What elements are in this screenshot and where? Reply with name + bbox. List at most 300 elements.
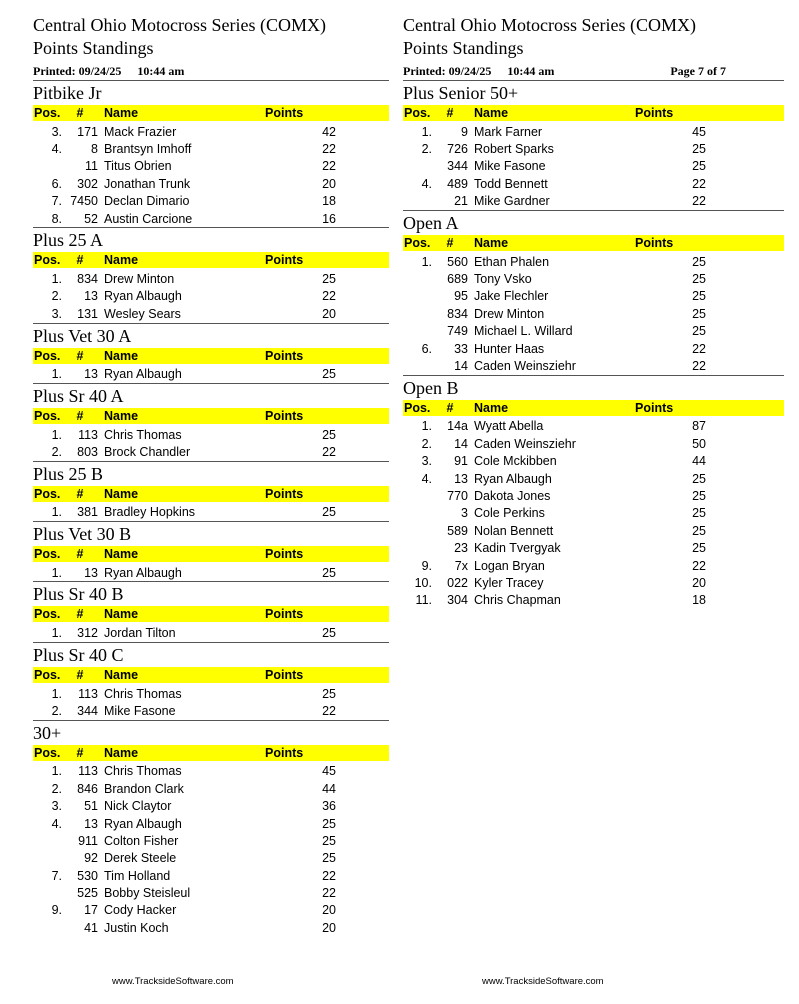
table-row — [33, 702, 389, 719]
header-name: Name — [104, 253, 139, 268]
class-title: Open B — [403, 377, 459, 398]
header-number: # — [76, 486, 84, 501]
rider-position: 4. — [51, 142, 62, 157]
rider-number: 489 — [447, 176, 468, 191]
rider-number: 7450 — [70, 194, 98, 209]
rider-name: Mark Farner — [474, 124, 543, 139]
rider-name: Jordan Tilton — [104, 626, 176, 641]
rider-number: 530 — [77, 868, 98, 883]
table-row — [33, 193, 389, 210]
printed-time: 10:44 am — [137, 64, 185, 78]
rider-name: Titus Obrien — [104, 159, 172, 174]
rider-name: Dakota Jones — [474, 488, 551, 503]
header-points: Points — [265, 106, 304, 120]
rider-position: 6. — [51, 176, 62, 191]
header-name: Name — [104, 408, 139, 423]
rider-number: 14 — [454, 436, 468, 451]
header-name: Name — [474, 235, 509, 250]
rider-number: 3 — [461, 506, 468, 521]
rider-name: Ryan Albaugh — [474, 471, 552, 486]
table-header — [33, 252, 389, 268]
rider-name: Derek Steele — [104, 851, 177, 866]
header-points: Points — [265, 253, 304, 268]
table-row — [403, 270, 784, 287]
rider-points: 18 — [322, 194, 336, 209]
header-number: # — [446, 400, 454, 415]
header-name: Name — [474, 400, 509, 415]
rider-name: Caden Weinsziehr — [474, 436, 576, 451]
footer-url: www.TracksideSoftware.com — [482, 976, 604, 987]
rider-points: 45 — [692, 124, 706, 139]
rider-number: 17 — [84, 903, 98, 918]
class-section — [403, 375, 784, 609]
rider-number: 13 — [84, 289, 98, 304]
rider-points: 45 — [322, 764, 336, 779]
class-title: Pitbike Jr — [33, 83, 102, 103]
rider-points: 25 — [692, 289, 706, 304]
table-header — [33, 745, 389, 761]
table-row — [33, 175, 389, 192]
rider-number: 525 — [77, 886, 98, 901]
rider-points: 25 — [322, 851, 336, 866]
class-title: Plus Vet 30 B — [33, 524, 132, 545]
header-pos: Pos. — [34, 667, 61, 682]
rider-points: 20 — [322, 920, 336, 935]
table-row — [33, 884, 389, 901]
rider-position: 1. — [51, 367, 62, 382]
class-section — [33, 80, 389, 227]
rider-name: Kadin Tvergyak — [474, 541, 561, 556]
rider-number: 803 — [77, 444, 98, 459]
rider-name: Chris Thomas — [104, 764, 182, 779]
class-section — [33, 227, 389, 322]
rider-name: Cody Hacker — [104, 903, 177, 918]
header-number: # — [76, 348, 84, 363]
rider-points: 42 — [322, 124, 336, 139]
class-title: Plus Sr 40 B — [33, 584, 124, 605]
rider-points: 22 — [692, 358, 706, 373]
class-title: 30+ — [33, 722, 62, 743]
rider-number: 834 — [77, 272, 98, 287]
class-section — [33, 720, 389, 937]
table-row — [403, 539, 784, 556]
header-number: # — [76, 106, 84, 120]
rider-name: Robert Sparks — [474, 142, 554, 157]
rider-number: 23 — [454, 541, 468, 556]
header-name: Name — [104, 486, 139, 501]
header-name: Name — [104, 607, 139, 622]
rider-position: 7. — [51, 868, 62, 883]
rider-position: 4. — [421, 471, 432, 486]
header-pos: Pos. — [34, 253, 61, 268]
table-row — [403, 288, 784, 305]
page-number: Page 7 of 7 — [670, 64, 726, 78]
header-number: # — [76, 408, 84, 423]
rider-position: 1. — [51, 565, 62, 580]
table-row — [403, 323, 784, 340]
table-row — [33, 919, 389, 936]
rider-points: 22 — [692, 176, 706, 191]
rider-number: 14 — [454, 358, 468, 373]
header-pos: Pos. — [404, 106, 431, 120]
rider-number: 91 — [454, 454, 468, 469]
rider-name: Jonathan Trunk — [104, 176, 191, 191]
header-pos: Pos. — [404, 235, 431, 250]
table-row — [403, 487, 784, 504]
rider-name: Caden Weinsziehr — [474, 358, 576, 373]
rider-points: 25 — [692, 488, 706, 503]
rider-number: 92 — [84, 851, 98, 866]
printed-line — [403, 62, 784, 80]
rider-name: Chris Thomas — [104, 686, 182, 701]
header-name: Name — [104, 745, 139, 760]
rider-points: 22 — [322, 886, 336, 901]
rider-number: 41 — [84, 920, 98, 935]
printed-line — [33, 62, 389, 80]
header-points: Points — [635, 235, 674, 250]
rider-name: Logan Bryan — [474, 558, 545, 573]
rider-points: 20 — [322, 176, 336, 191]
rider-number: 113 — [78, 427, 98, 442]
rider-name: Todd Bennett — [474, 176, 548, 191]
class-section — [403, 80, 784, 210]
rider-name: Mike Gardner — [474, 194, 550, 209]
class-list — [33, 80, 389, 937]
rider-position: 1. — [421, 419, 432, 434]
rider-name: Brantsyn Imhoff — [104, 142, 192, 157]
header-number: # — [76, 607, 84, 622]
rider-position: 2. — [51, 703, 62, 718]
rider-name: Michael L. Willard — [474, 324, 573, 339]
rider-name: Bobby Steisleul — [104, 886, 191, 901]
rider-number: 022 — [447, 575, 468, 590]
rider-points: 22 — [322, 444, 336, 459]
rider-points: 25 — [322, 367, 336, 382]
header-points: Points — [265, 607, 304, 622]
rider-number: 52 — [84, 211, 98, 226]
rider-points: 16 — [322, 211, 336, 226]
class-section — [33, 581, 389, 641]
rider-position: 2. — [421, 142, 432, 157]
rider-points: 44 — [692, 454, 706, 469]
rider-name: Wyatt Abella — [474, 419, 544, 434]
table-row — [33, 366, 389, 383]
rider-points: 25 — [692, 254, 706, 269]
rider-points: 25 — [692, 506, 706, 521]
header-name: Name — [104, 547, 139, 562]
rider-name: Brock Chandler — [104, 444, 191, 459]
header-pos: Pos. — [34, 547, 61, 562]
table-row — [403, 140, 784, 157]
table-row — [403, 470, 784, 487]
rider-name: Ryan Albaugh — [104, 367, 182, 382]
printed-time: 10:44 am — [507, 64, 555, 78]
header-number: # — [76, 667, 84, 682]
class-section — [403, 210, 784, 375]
header-points: Points — [635, 106, 674, 120]
rider-name: Cole Mckibben — [474, 454, 557, 469]
header-pos: Pos. — [404, 400, 431, 415]
table-row — [33, 763, 389, 780]
table-row — [403, 435, 784, 452]
table-row — [403, 175, 784, 192]
rider-position: 1. — [421, 124, 432, 139]
table-row — [403, 452, 784, 469]
rider-points: 20 — [692, 575, 706, 590]
rider-points: 25 — [322, 626, 336, 641]
table-header — [33, 105, 389, 121]
report-subtitle: Points Standings — [403, 38, 524, 58]
right-column — [403, 14, 784, 609]
table-row — [33, 140, 389, 157]
rider-name: Drew Minton — [474, 306, 545, 321]
rider-name: Ryan Albaugh — [104, 565, 182, 580]
rider-name: Justin Koch — [104, 920, 169, 935]
rider-number: 589 — [447, 523, 468, 538]
header-pos: Pos. — [34, 607, 61, 622]
rider-name: Chris Chapman — [474, 593, 561, 608]
rider-number: 9 — [461, 124, 468, 139]
table-row — [33, 288, 389, 305]
table-row — [33, 624, 389, 641]
report-title: Central Ohio Motocross Series (COMX) — [33, 15, 326, 35]
rider-name: Brandon Clark — [104, 781, 184, 796]
rider-position: 1. — [51, 626, 62, 641]
rider-number: 13 — [84, 816, 98, 831]
rider-number: 846 — [77, 781, 98, 796]
report-title: Central Ohio Motocross Series (COMX) — [403, 15, 696, 35]
table-row — [33, 815, 389, 832]
rider-name: Chris Thomas — [104, 427, 182, 442]
rider-number: 770 — [447, 488, 468, 503]
table-header — [403, 105, 784, 121]
rider-number: 834 — [447, 306, 468, 321]
rider-points: 25 — [322, 686, 336, 701]
rider-points: 25 — [692, 324, 706, 339]
rider-position: 4. — [51, 816, 62, 831]
rider-points: 18 — [692, 593, 706, 608]
report-subtitle: Points Standings — [33, 38, 154, 58]
table-header — [33, 348, 389, 364]
rider-position: 1. — [51, 427, 62, 442]
rider-number: 14a — [447, 419, 468, 434]
rider-points: 25 — [322, 427, 336, 442]
rider-position: 3. — [51, 306, 62, 321]
rider-points: 20 — [322, 306, 336, 321]
rider-name: Mike Fasone — [104, 703, 176, 718]
rider-points: 25 — [322, 833, 336, 848]
rider-number: 689 — [447, 272, 468, 287]
header-number: # — [76, 253, 84, 268]
rider-number: 21 — [454, 194, 468, 209]
table-row — [33, 443, 389, 460]
table-header — [33, 408, 389, 424]
rider-points: 25 — [322, 565, 336, 580]
rider-name: Cole Perkins — [474, 506, 545, 521]
rider-number: 749 — [447, 324, 468, 339]
table-row — [403, 574, 784, 591]
header-number: # — [446, 106, 454, 120]
rider-name: Austin Carcione — [104, 211, 193, 226]
printed-date: Printed: 09/24/25 — [33, 64, 122, 78]
rider-position: 1. — [51, 764, 62, 779]
rider-points: 22 — [692, 341, 706, 356]
class-section — [33, 642, 389, 720]
rider-number: 7x — [454, 558, 468, 573]
header-pos: Pos. — [34, 486, 61, 501]
rider-position: 4. — [421, 176, 432, 191]
rider-number: 381 — [77, 505, 98, 520]
rider-number: 113 — [78, 686, 98, 701]
rider-position: 6. — [421, 341, 432, 356]
header-points: Points — [265, 486, 304, 501]
rider-number: 304 — [447, 593, 468, 608]
table-row — [33, 685, 389, 702]
rider-name: Ethan Phalen — [474, 254, 550, 269]
rider-name: Bradley Hopkins — [104, 505, 196, 520]
rider-position: 8. — [51, 211, 62, 226]
rider-position: 1. — [51, 686, 62, 701]
header-points: Points — [265, 547, 304, 562]
rider-number: 171 — [77, 124, 98, 139]
header-points: Points — [265, 408, 304, 423]
table-row — [33, 832, 389, 849]
table-row — [403, 418, 784, 435]
table-header — [403, 400, 784, 416]
rider-name: Hunter Haas — [474, 341, 545, 356]
rider-name: Tim Holland — [104, 868, 171, 883]
class-title: Plus Senior 50+ — [403, 83, 519, 103]
table-row — [33, 797, 389, 814]
rider-number: 302 — [77, 176, 98, 191]
table-row — [33, 123, 389, 140]
rider-number: 33 — [454, 341, 468, 356]
rider-name: Nick Claytor — [104, 799, 172, 814]
rider-name: Tony Vsko — [474, 272, 532, 287]
rider-position: 9. — [421, 558, 432, 573]
rider-points: 25 — [692, 159, 706, 174]
table-header — [33, 486, 389, 502]
table-row — [33, 210, 389, 227]
rider-number: 11 — [85, 159, 98, 174]
printed-date: Printed: 09/24/25 — [403, 64, 492, 78]
rider-number: 8 — [91, 142, 98, 157]
table-row — [33, 504, 389, 521]
table-header — [33, 667, 389, 683]
table-header — [33, 546, 389, 562]
rider-points: 25 — [322, 272, 336, 287]
rider-number: 911 — [78, 833, 98, 848]
header-points: Points — [265, 745, 304, 760]
table-row — [403, 305, 784, 322]
table-row — [33, 867, 389, 884]
rider-name: Wesley Sears — [104, 306, 181, 321]
table-row — [33, 270, 389, 287]
class-title: Open A — [403, 212, 459, 233]
table-row — [403, 340, 784, 357]
header-points: Points — [265, 667, 304, 682]
rider-name: Colton Fisher — [104, 833, 179, 848]
rider-points: 50 — [692, 436, 706, 451]
rider-number: 344 — [77, 703, 98, 718]
rider-name: Mack Frazier — [104, 124, 177, 139]
rider-position: 3. — [421, 454, 432, 469]
header-pos: Pos. — [34, 408, 61, 423]
rider-points: 44 — [322, 781, 336, 796]
class-list — [403, 80, 784, 609]
table-row — [33, 426, 389, 443]
rider-points: 25 — [692, 272, 706, 287]
header-pos: Pos. — [34, 106, 61, 120]
rider-name: Kyler Tracey — [474, 575, 544, 590]
rider-number: 560 — [447, 254, 468, 269]
rider-points: 22 — [692, 558, 706, 573]
header-number: # — [76, 745, 84, 760]
rider-name: Drew Minton — [104, 272, 175, 287]
table-row — [403, 522, 784, 539]
rider-name: Jake Flechler — [474, 289, 549, 304]
rider-position: 1. — [51, 505, 62, 520]
table-row — [403, 557, 784, 574]
rider-number: 13 — [454, 471, 468, 486]
rider-points: 25 — [692, 523, 706, 538]
rider-number: 51 — [84, 799, 98, 814]
rider-name: Ryan Albaugh — [104, 816, 182, 831]
rider-position: 3. — [51, 799, 62, 814]
table-header — [33, 606, 389, 622]
header-number: # — [446, 235, 454, 250]
table-row — [403, 592, 784, 609]
rider-position: 1. — [51, 272, 62, 287]
class-section — [33, 323, 389, 383]
footer-url: www.TracksideSoftware.com — [112, 976, 234, 987]
header-name: Name — [104, 106, 139, 120]
left-column — [33, 14, 389, 937]
rider-points: 22 — [322, 289, 336, 304]
header-number: # — [76, 547, 84, 562]
rider-points: 25 — [692, 142, 706, 157]
rider-points: 25 — [692, 306, 706, 321]
header-name: Name — [104, 348, 139, 363]
class-title: Plus Sr 40 A — [33, 385, 124, 406]
class-section — [33, 461, 389, 521]
rider-points: 25 — [692, 541, 706, 556]
table-row — [33, 902, 389, 919]
rider-points: 22 — [322, 142, 336, 157]
rider-number: 344 — [447, 159, 468, 174]
class-title: Plus Vet 30 A — [33, 325, 132, 346]
rider-number: 13 — [84, 367, 98, 382]
rider-position: 7. — [51, 194, 62, 209]
rider-position: 9. — [51, 903, 62, 918]
rider-number: 312 — [77, 626, 98, 641]
rider-points: 25 — [692, 471, 706, 486]
rider-name: Declan Dimario — [104, 194, 190, 209]
rider-number: 13 — [84, 565, 98, 580]
header-pos: Pos. — [34, 348, 61, 363]
rider-points: 36 — [322, 799, 336, 814]
table-row — [33, 158, 389, 175]
rider-position: 2. — [51, 444, 62, 459]
rider-points: 20 — [322, 903, 336, 918]
rider-number: 726 — [447, 142, 468, 157]
rider-name: Nolan Bennett — [474, 523, 554, 538]
header-points: Points — [265, 348, 304, 363]
table-row — [33, 564, 389, 581]
table-header — [403, 235, 784, 251]
rider-number: 131 — [77, 306, 98, 321]
rider-position: 2. — [51, 289, 62, 304]
